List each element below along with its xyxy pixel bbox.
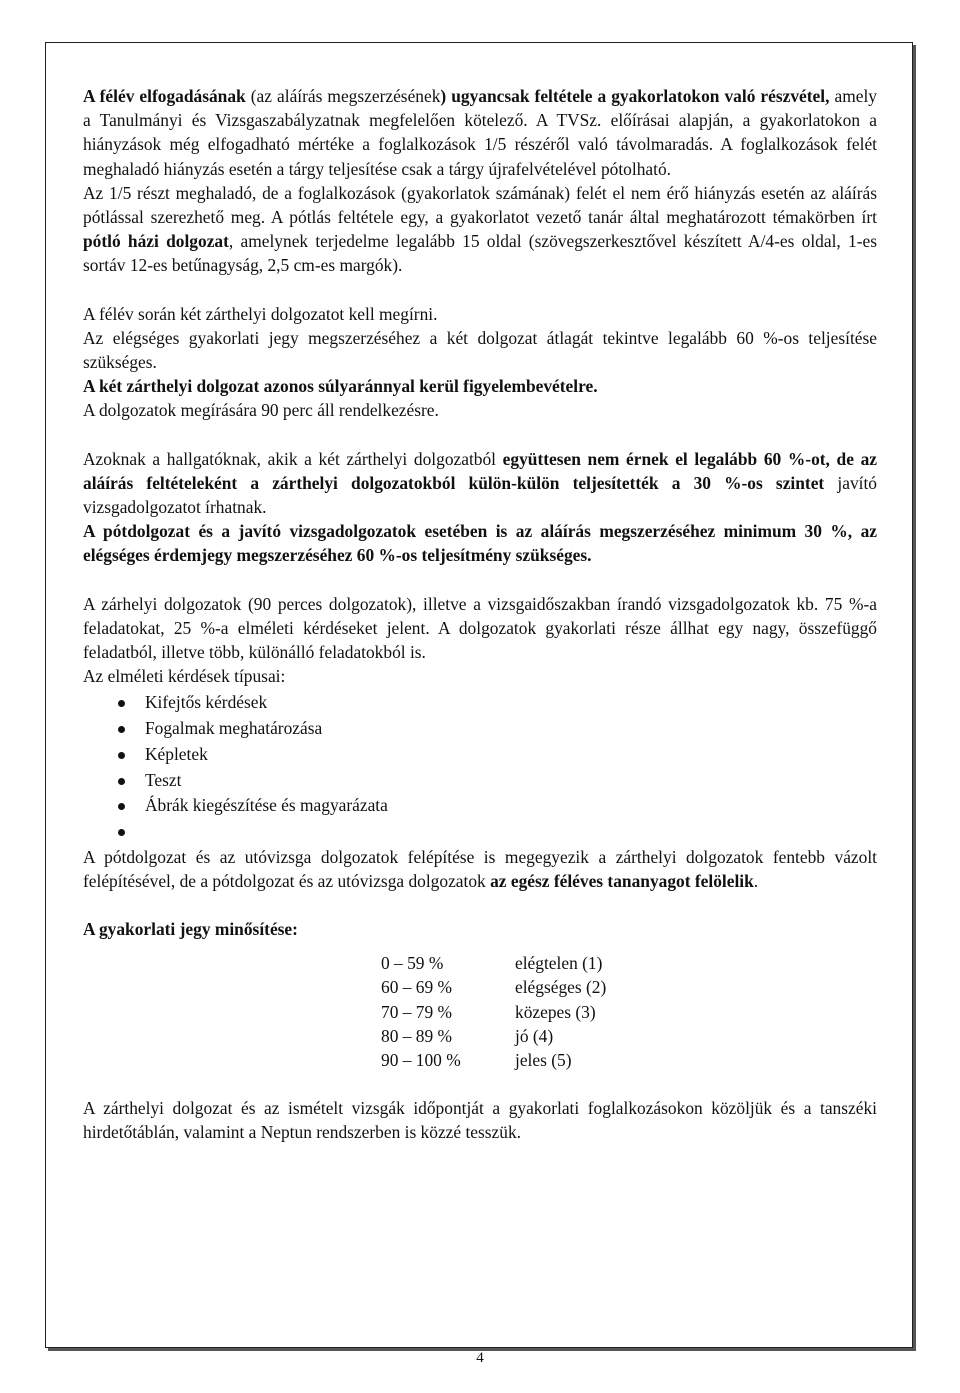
bold-phrase: együttesen nem érnek el legalább 60 %-ot, de az aláírás feltételeként a zárthelyi dolgozatokból külön-külön teljesítették a 30 %-os szintet	[83, 448, 877, 493]
grading-title: A gyakorlati jegy minősítése:	[83, 919, 298, 939]
text-run: A pótdolgozat és az utóvizsga dolgozatok felépítése is megegyezik a zárthelyi dolgozatok fentebb vázolt felépítésével, de a pótdolgozat és az utóvizsga dolgozatok	[83, 846, 877, 891]
paragraph-weighting: A két zárthelyi dolgozat azonos súlyaránnyal kerül figyelembevételre.	[83, 376, 598, 397]
question-types-list	[83, 690, 877, 844]
paragraph-retake	[83, 447, 877, 520]
text-run: Az 1/5 részt meghaladó, de a foglalkozások (gyakorlatok számának) felét el nem érő hiányzás esetén az aláírás pótlással szerezhető meg. A pótlás feltétele egy, a gyakorlatot vezető tanár által meghatározott témakörben írt	[83, 182, 877, 228]
grade-label: elégséges (2)	[515, 977, 607, 998]
paragraph-thresholds: A pótdolgozat és a javító vizsgadolgozatok esetében is az aláírás megszerzéséhez minimum 30 %, az elégséges érdemjegy megszerzéséhez 60 %-os teljesítmény szükséges.	[83, 521, 877, 566]
paragraph-pass-requirement: Az elégséges gyakorlati jegy megszerzéséhez a két dolgozat átlagát tekintve legalább 60 %-os teljesítése szükséges.	[83, 327, 877, 373]
grade-range: 80 – 89 %	[381, 1025, 453, 1046]
grade-label: közepes (3)	[515, 1001, 596, 1022]
table-row	[381, 951, 606, 975]
text-run: javító vizsgadolgozatot írhatnak.	[83, 472, 878, 518]
paragraph-announcement: A zárthelyi dolgozat és az ismételt vizsgák időpontját a gyakorlati foglalkozásokon közöljük és a tanszéki hirdetőtáblán, valamint a Neptun rendszerben is közzé tesszük.	[83, 1098, 877, 1143]
table-row	[381, 1048, 606, 1072]
list-item	[83, 819, 877, 845]
grading-table	[381, 951, 606, 1072]
text-run: .	[753, 870, 759, 891]
bullet-icon	[118, 829, 125, 836]
paragraph-duration: A dolgozatok megírására 90 perc áll rendelkezésre.	[83, 400, 439, 421]
paragraph-test-structure: A zárhelyi dolgozatok (90 perces dolgozatok), illetve a vizsgaidőszakban írandó vizsgadolgozatok kb. 75 %-a feladatokat, 25 %-a elméleti kérdéseket jelent. A dolgozatok gyakorlati része állhat egy nagy, összefüggő feladatból, illetve több, különálló feladatokból is.	[83, 593, 877, 663]
table-row	[381, 1024, 606, 1048]
text-run: , amelynek terjedelme legalább 15 oldal (szövegszerkesztővel készített A/4-es oldal, 1-es sortáv 12-es betűnagyság, 2,5 cm-es margók).	[83, 231, 878, 276]
grade-label: jeles (5)	[515, 1050, 572, 1071]
grade-range: 0 – 59 %	[381, 953, 444, 974]
bold-phrase: ) ugyancsak feltétele a gyakorlatokon való részvétel,	[440, 86, 830, 106]
table-row	[381, 975, 606, 999]
list-item: Ábrák kiegészítése és magyarázata	[83, 793, 877, 819]
grade-range: 90 – 100 %	[381, 1050, 461, 1071]
paragraph-retake-structure	[83, 845, 877, 893]
paragraph-tests: A félév során két zárthelyi dolgozatot kell megírni.	[83, 303, 438, 324]
bold-phrase: az egész féléves tananyagot felölelik	[490, 870, 754, 891]
bullet-icon	[118, 726, 125, 733]
list-item: Képletek	[83, 742, 877, 768]
paragraph-question-types-title: Az elméleti kérdések típusai:	[83, 666, 286, 687]
text-run: (az aláírás megszerzésének	[245, 86, 441, 106]
bullet-icon	[118, 700, 125, 707]
bullet-icon	[118, 752, 125, 759]
bold-phrase: A félév elfogadásának	[83, 86, 246, 106]
bullet-icon	[118, 803, 125, 810]
grade-label: elégtelen (1)	[515, 953, 603, 974]
text-run: amely a Tanulmányi és Vizsgaszabályzatnak megfelelően kötelező. A TVSz. előírásai alapján, a gyakorlatokon a hiányzások még elfogadható mértéke a foglalkozások 1/5 részéről való távolmaradás. A foglalkozások felét meghaladó hiányzás esetén a tárgy teljesítése csak a tárgy újrafelvételével pótolható.	[83, 86, 877, 179]
list-item: Kifejtős kérdések	[83, 690, 877, 716]
text-run: Azoknak a hallgatóknak, akik a két zárthelyi dolgozatból	[83, 448, 503, 469]
page-number: 4	[476, 1350, 484, 1366]
grade-range: 70 – 79 %	[381, 1001, 453, 1022]
list-item: Teszt	[83, 768, 877, 794]
paragraph-makeup	[83, 181, 877, 278]
document-body	[83, 84, 877, 1145]
list-item: Fogalmak meghatározása	[83, 716, 877, 742]
bold-phrase: pótló házi dolgozat	[83, 231, 229, 252]
grade-label: jó (4)	[515, 1025, 554, 1046]
paragraph-attendance	[83, 84, 877, 181]
table-row	[381, 1000, 606, 1024]
bullet-icon	[118, 778, 125, 785]
grade-range: 60 – 69 %	[381, 977, 453, 998]
